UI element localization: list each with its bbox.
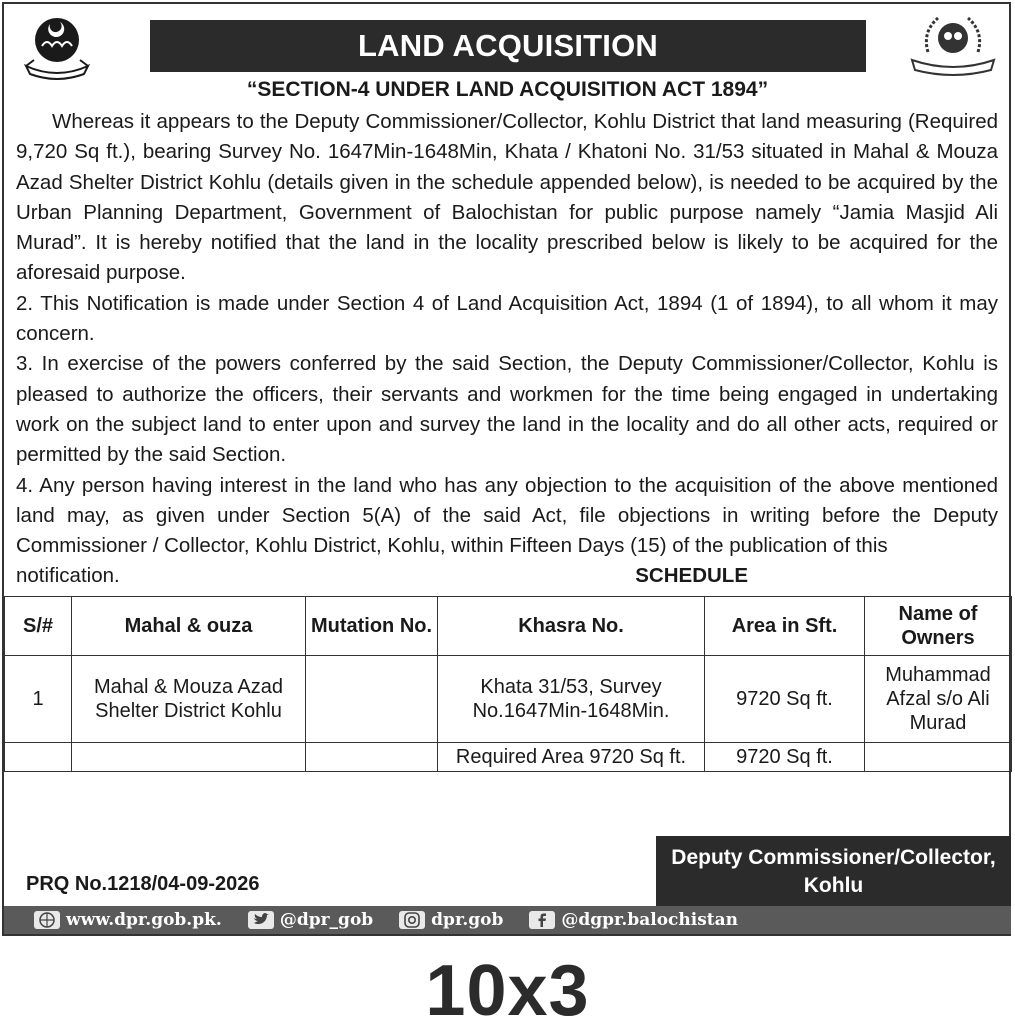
paragraph-2: 2. This Notification is made under Section 4 of Land Acquisition Act, 1894 (1 of 1894), to all whom it may concern. — [16, 291, 998, 346]
ad-size-label: 10x3 — [425, 951, 590, 1031]
instagram-icon — [399, 911, 425, 929]
signatory-location: Kohlu — [803, 874, 864, 897]
cell-sno: 1 — [5, 656, 72, 743]
header-sno: S/# — [5, 597, 72, 656]
signatory-title: Deputy Commissioner/Collector, — [671, 846, 996, 869]
twitter-link[interactable]: @dpr_gob — [248, 910, 373, 930]
website-link[interactable]: www.dpr.gob.pk. — [34, 910, 222, 930]
facebook-icon — [529, 911, 555, 929]
cell-mutation — [306, 656, 438, 743]
cell-empty — [865, 743, 1012, 772]
cell-total-label: Required Area 9720 Sq ft. — [438, 743, 705, 772]
paragraph-1: Whereas it appears to the Deputy Commissioner/Collector, Kohlu District that land measuring (Required 9,720 Sq ft.), bearing Survey No. 1647Min-1648Min, Khata / Khatoni No. 31/53 situated in Mahal & Mouza Azad Shelter District Kohlu (details given in the schedule appended below), is needed to be acquired by the Urban Planning Department, Government of Balochistan for public purpose namely “Jamia Masjid Ali Murad”. It is hereby notified that the land in the locality prescribed below is likely to be acquired for the aforesaid purpose. — [16, 110, 998, 285]
header-khasra: Khasra No. — [438, 597, 705, 656]
paragraph-4-end: notification. — [16, 564, 120, 588]
prq-number: PRQ No.1218/04-09-2026 — [26, 873, 260, 895]
cell-mahal: Mahal & Mouza Azad Shelter District Kohlu — [72, 656, 306, 743]
footer-links-bar — [4, 906, 1011, 934]
globe-icon — [34, 911, 60, 929]
cell-empty — [5, 743, 72, 772]
paragraph-3: 3. In exercise of the powers conferred by the said Section, the Deputy Commissioner/Collector, Kohlu is pleased to authorize the officers, their servants and workmen for the time being engaged in undertaking work on the subject land to enter upon and survey the land in the locality and do all other acts, required or permitted by the said Section. — [16, 352, 998, 467]
government-emblem-icon — [20, 10, 94, 80]
notice-body — [16, 107, 998, 592]
dpr-seal-icon — [908, 12, 998, 82]
header-mutation: Mutation No. — [306, 597, 438, 656]
paragraph-4: 4. Any person having interest in the land who has any objection to the acquisition of the above mentioned land may, as given under Section 5(A) of the said Act, file objections in writing before the Deputy Commissioner / Collector, Kohlu District, Kohlu, within Fifteen Days (15) of the publication of this — [16, 473, 998, 558]
header-owners: Name of Owners — [865, 597, 1012, 656]
twitter-icon — [248, 911, 274, 929]
table-row — [5, 656, 1012, 743]
table-total-row — [5, 743, 1012, 772]
cell-empty — [306, 743, 438, 772]
header-area: Area in Sft. — [705, 597, 865, 656]
notice-subtitle: “SECTION-4 UNDER LAND ACQUISITION ACT 1894” — [246, 78, 769, 101]
notice-title: LAND ACQUISITION — [150, 20, 866, 72]
cell-owners: Muhammad Afzal s/o Ali Murad — [865, 656, 1012, 743]
header-mahal: Mahal & ouza — [72, 597, 306, 656]
schedule-table — [4, 596, 1012, 772]
schedule-title: SCHEDULE — [635, 564, 748, 588]
cell-khasra: Khata 31/53, Survey No.1647Min-1648Min. — [438, 656, 705, 743]
facebook-link[interactable]: @dgpr.balochistan — [529, 910, 738, 930]
cell-total-area: 9720 Sq ft. — [705, 743, 865, 772]
signatory-block — [656, 836, 1011, 906]
instagram-link[interactable]: dpr.gob — [399, 910, 503, 930]
cell-area: 9720 Sq ft. — [705, 656, 865, 743]
cell-empty — [72, 743, 306, 772]
table-header-row — [5, 597, 1012, 656]
